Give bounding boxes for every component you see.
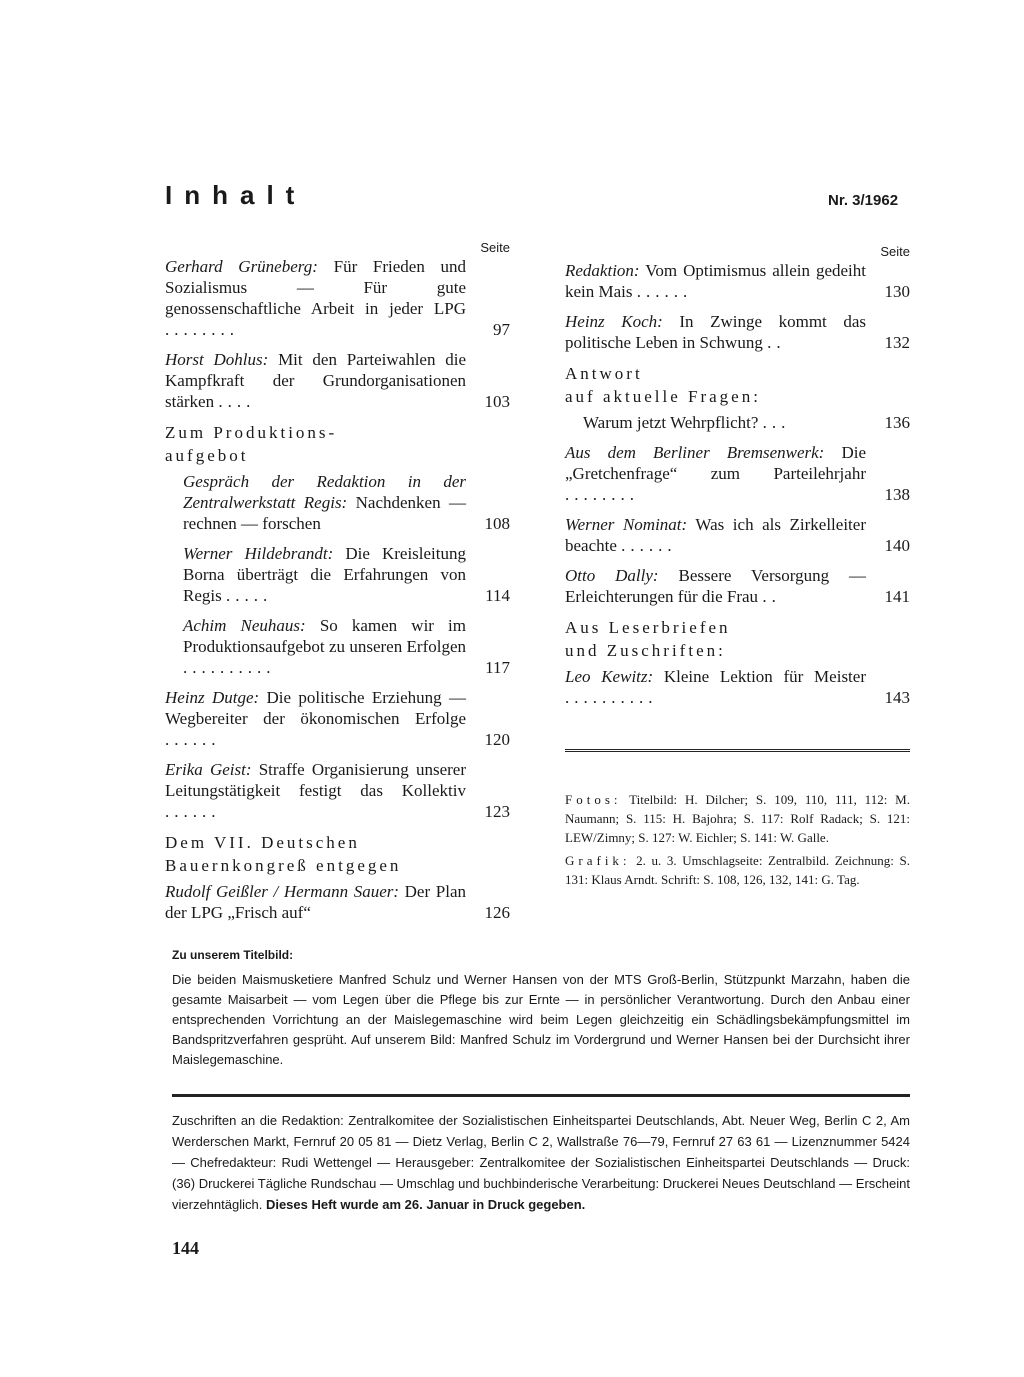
toc-entry[interactable] bbox=[165, 471, 510, 534]
toc-page: 141 bbox=[884, 587, 910, 606]
toc-author: Otto Dally: bbox=[565, 566, 659, 585]
toc-author: Redaktion: bbox=[565, 261, 640, 280]
toc-page: 117 bbox=[485, 658, 510, 677]
toc-title: Die „Gretchenfrage“ zum Parteilehrjahr bbox=[565, 443, 866, 483]
toc-entry[interactable]: Heinz Dutge: Die politische Erziehung — Wegbereiter der ökonomischen Erfolge ...... 120 bbox=[165, 688, 510, 749]
toc-title: In Zwinge kommt das politische Leben in Schwung bbox=[565, 312, 866, 352]
toc-page: 108 bbox=[484, 514, 510, 533]
toc-author: Achim Neuhaus: bbox=[183, 616, 306, 635]
toc-page: 138 bbox=[884, 485, 910, 504]
fotos-label: Fotos: bbox=[565, 792, 622, 807]
divider bbox=[565, 749, 910, 752]
toc-entry[interactable]: Horst Dohlus: Mit den Parteiwahlen die Kampfkraft der Grundorganisationen stärken .... 103 bbox=[165, 350, 510, 411]
toc-author: Werner Nominat: bbox=[565, 515, 688, 534]
toc-entry[interactable]: Warum jetzt Wehrpflicht? ... 136 bbox=[583, 413, 910, 432]
toc-page: 120 bbox=[484, 730, 510, 749]
toc-author: Heinz Dutge: bbox=[165, 688, 260, 707]
toc-title: So kamen wir im Produktionsaufgebot zu unseren Erfolgen bbox=[183, 616, 466, 656]
toc-title: Kleine Lektion für Meister bbox=[663, 667, 866, 686]
toc-entry[interactable]: Heinz Koch: In Zwinge kommt das politische Leben in Schwung .. 132 bbox=[565, 312, 910, 352]
toc-title: Die politische Erziehung — Wegbereiter der ökonomischen Erfolge bbox=[165, 688, 467, 728]
section-heading-line: aufgebot bbox=[165, 446, 249, 465]
toc-page: 132 bbox=[884, 333, 910, 352]
toc-entry[interactable]: Otto Dally: Bessere Versorgung — Erleichterungen für die Frau .. 141 bbox=[565, 566, 910, 606]
toc-page: 97 bbox=[493, 320, 510, 339]
toc-author: Werner Hildebrandt: bbox=[183, 544, 334, 563]
toc-page: 114 bbox=[485, 586, 510, 605]
toc-title: Der Plan der LPG „Frisch auf“ bbox=[165, 882, 466, 922]
seite-label: Seite bbox=[880, 244, 910, 259]
toc-author: Aus dem Berliner Bremsenwerk: bbox=[565, 443, 825, 462]
toc-title: Warum jetzt Wehrpflicht? bbox=[583, 413, 759, 432]
section-heading-line: Bauernkongreß entgegen bbox=[165, 856, 402, 875]
toc-left-column bbox=[165, 240, 510, 932]
seite-label: Seite bbox=[480, 240, 510, 255]
caption-heading: Zu unserem Titelbild: bbox=[172, 948, 294, 962]
toc-right-column bbox=[565, 244, 910, 717]
section-heading bbox=[165, 421, 510, 467]
toc-author: Gerhard Grüneberg: bbox=[165, 257, 318, 276]
toc-entry[interactable]: Aus dem Berliner Bremsenwerk: Die „Gretchenfrage“ zum Parteilehrjahr ........ 138 bbox=[565, 443, 910, 504]
section-heading-line: Antwort bbox=[565, 364, 643, 383]
page-title: Inhalt bbox=[165, 180, 307, 210]
divider bbox=[172, 1094, 910, 1097]
imprint bbox=[172, 1110, 910, 1215]
toc-title: Was ich als Zirkelleiter beachte bbox=[565, 515, 866, 555]
toc-entry[interactable]: Gerhard Grüneberg: Für Frieden und Sozialismus — Für gute genossenschaftliche Arbeit in jeder LPG ........ 97 bbox=[165, 257, 510, 339]
toc-entry[interactable]: Werner Hildebrandt: Die Kreisleitung Borna überträgt die Erfahrungen von Regis ..... 114 bbox=[183, 544, 510, 605]
toc-entry[interactable]: Leo Kewitz: Kleine Lektion für Meister .......... 143 bbox=[565, 667, 910, 707]
toc-title: Straffe Organisierung unserer Leitungstätigkeit festigt das Kollektiv bbox=[165, 760, 466, 800]
toc-title: Nachdenken — rechnen — forschen bbox=[183, 493, 467, 533]
imprint-text: Zuschriften an die Redaktion: Zentralkomitee der Sozialistischen Einheitspartei Deutschlands, Abt. Neuer Weg, Berlin C 2, Am Werderschen Markt, Fernruf 20 05 81 — Dietz Verlag, Berlin C 2, Wallstraße 76—79, Fernruf 27 63 61 — Lizenznummer 5424 — Chefredakteur: Rudi Wettengel — Herausgeber: Zentralkomitee der Sozialistischen Einheitspartei Deutschlands — Druck: (36) Druckerei Tägliche Rundschau — Umschlag und buchbinderische Verarbeitung: Druckerei Neues Deutschland — Erscheint vierzehntäglich. bbox=[172, 1113, 910, 1212]
caption-text: Die beiden Maismusketiere Manfred Schulz und Werner Hansen von der MTS Groß-Berlin, Stützpunkt Marzahn, haben die gesamte Maisarbeit — vom Legen über die Pflege bis zur Ernte — in persönlicher Verantwortung. Durch den Anbau einer entsprechenden Vorrichtung an der Maislegemaschine wird beim Legen gleichzeitig ein Schädlingsbekämpfungsmittel im Bandspritzverfahren gesprüht. Auf unserem Bild: Manfred Schulz im Vordergrund und Werner Hansen bei der Durchsicht ihrer Maislegemaschine. bbox=[172, 972, 910, 1067]
toc-author: Rudolf Geißler / Hermann Sauer: bbox=[165, 882, 400, 901]
imprint-print-date: Dieses Heft wurde am 26. Januar in Druck gegeben. bbox=[265, 1197, 586, 1212]
section-heading-line: und Zuschriften: bbox=[565, 641, 726, 660]
section-heading-line: auf aktuelle Fragen: bbox=[565, 387, 761, 406]
toc-entry[interactable]: Werner Nominat: Was ich als Zirkelleiter beachte ...... 140 bbox=[565, 515, 910, 555]
issue-number: Nr. 3/1962 bbox=[828, 192, 899, 209]
toc-page: 140 bbox=[884, 536, 910, 555]
section-heading-line: Zum Produktions- bbox=[165, 423, 338, 442]
toc-page: 103 bbox=[484, 392, 510, 411]
section-heading bbox=[165, 831, 510, 877]
grafik-text: 2. u. 3. Umschlagseite: Zentralbild. Zeichnung: S. 131: Klaus Arndt. Schrift: S. 108, 126, 132, 141: G. Tag. bbox=[565, 853, 910, 887]
toc-entry[interactable] bbox=[165, 881, 510, 923]
toc-title: Vom Optimismus allein gedeiht kein Mais bbox=[565, 261, 866, 301]
toc-entry[interactable]: Erika Geist: Straffe Organisierung unserer Leitungstätigkeit festigt das Kollektiv ...... 123 bbox=[165, 760, 510, 821]
toc-page: 126 bbox=[484, 903, 510, 922]
toc-author: Leo Kewitz: bbox=[565, 667, 654, 686]
toc-author: Horst Dohlus: bbox=[165, 350, 269, 369]
page-number: 144 bbox=[172, 1238, 199, 1258]
toc-author: Gespräch der Redaktion in der Zentralwerkstatt Regis: bbox=[183, 472, 466, 512]
toc-page: 130 bbox=[884, 282, 910, 301]
toc-title: Für Frieden und Sozialismus — Für gute genossenschaftliche Arbeit in jeder LPG bbox=[165, 257, 467, 318]
toc-entry[interactable]: Redaktion: Vom Optimismus allein gedeiht kein Mais ...... 130 bbox=[565, 261, 910, 301]
toc-title: Mit den Parteiwahlen die Kampfkraft der Grundorganisationen stärken bbox=[165, 350, 466, 411]
grafik-label: Grafik: bbox=[565, 853, 631, 868]
section-heading bbox=[565, 616, 910, 662]
section-heading bbox=[565, 362, 910, 408]
toc-title: Bessere Versorgung — Erleichterungen für die Frau bbox=[565, 566, 867, 606]
section-heading-line: Dem VII. Deutschen bbox=[165, 833, 360, 852]
toc-page: 136 bbox=[884, 413, 910, 432]
toc-page: 123 bbox=[484, 802, 510, 821]
toc-author: Erika Geist: bbox=[165, 760, 252, 779]
section-heading-line: Aus Leserbriefen bbox=[565, 618, 731, 637]
toc-title: Die Kreisleitung Borna überträgt die Erfahrungen von Regis bbox=[183, 544, 466, 605]
toc-entry[interactable]: Achim Neuhaus: So kamen wir im Produktionsaufgebot zu unseren Erfolgen .......... 117 bbox=[183, 616, 510, 677]
toc-page: 143 bbox=[884, 688, 910, 707]
photo-credits bbox=[565, 790, 910, 893]
fotos-text: Titelbild: H. Dilcher; S. 109, 110, 111, 112: M. Naumann; S. 115: H. Bajohra; S. 117: Rolf Radack; S. 121: LEW/Zimny; S. 127: W. Eichler; S. 141: W. Galle. bbox=[565, 792, 910, 845]
toc-author: Heinz Koch: bbox=[565, 312, 663, 331]
